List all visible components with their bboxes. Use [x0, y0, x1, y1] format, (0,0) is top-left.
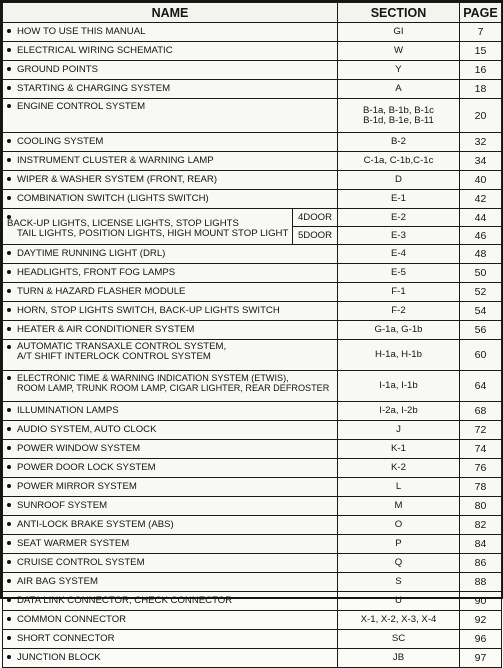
entry-page: 20 [460, 99, 502, 133]
entry-label: ANTI-LOCK BRAKE SYSTEM (ABS) [17, 519, 174, 530]
table-row [3, 421, 502, 440]
entry-label: CRUISE CONTROL SYSTEM [17, 557, 145, 568]
entry-section: F-2 [338, 302, 460, 321]
entry-section: A [338, 80, 460, 99]
bullet-icon [7, 636, 11, 640]
table-row [3, 611, 502, 630]
table-row [3, 61, 502, 80]
entry-section: E-1 [338, 190, 460, 209]
entry-page: 16 [460, 61, 502, 80]
entry-page: 86 [460, 554, 502, 573]
bullet-icon [7, 541, 11, 545]
bullet-icon [7, 345, 11, 349]
entry-page: 56 [460, 321, 502, 340]
entry-page: 82 [460, 516, 502, 535]
entry-name [3, 554, 338, 573]
table-row [3, 371, 502, 402]
entry-page: 50 [460, 264, 502, 283]
entry-page: 34 [460, 152, 502, 171]
entry-name [3, 371, 338, 402]
entry-name [3, 209, 338, 245]
entry-label: HEADLIGHTS, FRONT FOG LAMPS [17, 267, 176, 278]
table-row [3, 42, 502, 61]
bullet-icon [7, 579, 11, 583]
entry-name [3, 630, 338, 649]
entry-page: 88 [460, 573, 502, 592]
entry-page: 18 [460, 80, 502, 99]
bullet-icon [7, 522, 11, 526]
bullet-icon [7, 465, 11, 469]
entry-section: B-2 [338, 133, 460, 152]
entry-page: 54 [460, 302, 502, 321]
bullet-icon [7, 177, 11, 181]
entry-section: M [338, 497, 460, 516]
entry-name [3, 80, 338, 99]
entry-label: DATA LINK CONNECTOR, CHECK CONNECTOR [17, 595, 233, 606]
entry-page: 84 [460, 535, 502, 554]
bullet-icon [7, 196, 11, 200]
entry-label: STARTING & CHARGING SYSTEM [17, 83, 171, 94]
entry-name [3, 459, 338, 478]
entry-section: L [338, 478, 460, 497]
table-row [3, 99, 502, 133]
entry-name [3, 152, 338, 171]
entry-label: HOW TO USE THIS MANUAL [17, 26, 146, 37]
table-row [3, 478, 502, 497]
entry-label-line2: ROOM LAMP, TRUNK ROOM LAMP, CIGAR LIGHTER, REAR DEFROSTER [17, 383, 330, 393]
entry-label: POWER WINDOW SYSTEM [17, 443, 141, 454]
table-row [3, 459, 502, 478]
entry-name [3, 402, 338, 421]
entry-name [3, 478, 338, 497]
entry-name [3, 421, 338, 440]
entry-section: D [338, 171, 460, 190]
entry-label: HEATER & AIR CONDITIONER SYSTEM [17, 324, 195, 335]
entry-section: I-1a, I-1b [338, 371, 460, 402]
entry-section: O [338, 516, 460, 535]
door-variant-4door: 4DOOR [297, 211, 333, 223]
entry-section: S [338, 573, 460, 592]
entry-page: 96 [460, 630, 502, 649]
entry-label: GROUND POINTS [17, 64, 99, 75]
table-row [3, 23, 502, 42]
table-row [3, 649, 502, 668]
entry-section: SC [338, 630, 460, 649]
bullet-icon [7, 408, 11, 412]
entry-page: 80 [460, 497, 502, 516]
table-row [3, 209, 502, 227]
table-row [3, 440, 502, 459]
header-row [3, 3, 502, 23]
bullet-icon [7, 104, 11, 108]
entry-section: C-1a, C-1b,C-1c [338, 152, 460, 171]
entry-name [3, 42, 338, 61]
entry-name [3, 497, 338, 516]
table-row [3, 264, 502, 283]
entry-label: POWER DOOR LOCK SYSTEM [17, 462, 156, 473]
entry-page: 7 [460, 23, 502, 42]
table-row [3, 133, 502, 152]
entry-name [3, 23, 338, 42]
entry-page: 40 [460, 171, 502, 190]
entry-page: 32 [460, 133, 502, 152]
entry-page: 48 [460, 245, 502, 264]
entry-section: E-2 [338, 209, 460, 227]
entry-label: WIPER & WASHER SYSTEM (FRONT, REAR) [17, 174, 218, 185]
door-variant-5door: 5DOOR [293, 226, 337, 244]
table-row [3, 283, 502, 302]
bullet-icon [7, 598, 11, 602]
entry-label: TURN & HAZARD FLASHER MODULE [17, 286, 186, 297]
entry-name [3, 516, 338, 535]
table-row [3, 152, 502, 171]
entry-label: SUNROOF SYSTEM [17, 500, 108, 511]
bullet-icon [7, 503, 11, 507]
entry-label: COOLING SYSTEM [17, 136, 104, 147]
table-row [3, 171, 502, 190]
table-row [3, 592, 502, 611]
entry-name [3, 573, 338, 592]
table-row [3, 190, 502, 209]
entry-name [3, 649, 338, 668]
entry-name [3, 592, 338, 611]
entry-page: 72 [460, 421, 502, 440]
bullet-icon [7, 327, 11, 331]
table-row [3, 321, 502, 340]
entry-page: 97 [460, 649, 502, 668]
entry-section: GI [338, 23, 460, 42]
entry-label: ELECTRONIC TIME & WARNING INDICATION SYSTEM (ETWIS), [17, 373, 289, 383]
bullet-icon [7, 376, 11, 380]
bullet-icon [7, 427, 11, 431]
table-row [3, 535, 502, 554]
contents-table [2, 2, 502, 668]
bullet-icon [7, 67, 11, 71]
entry-page: 60 [460, 340, 502, 371]
table-row [3, 573, 502, 592]
entry-label: POWER MIRROR SYSTEM [17, 481, 137, 492]
entry-name [3, 171, 338, 190]
entry-page: 42 [460, 190, 502, 209]
entry-label-line2: A/T SHIFT INTERLOCK CONTROL SYSTEM [17, 351, 211, 362]
entry-page: 78 [460, 478, 502, 497]
entry-name [3, 133, 338, 152]
entry-label: AUDIO SYSTEM, AUTO CLOCK [17, 424, 157, 435]
entry-label-line2: TAIL LIGHTS, POSITION LIGHTS, HIGH MOUNT STOP LIGHT [17, 227, 289, 239]
entry-section: E-4 [338, 245, 460, 264]
name-header: NAME [3, 3, 338, 23]
table-row [3, 554, 502, 573]
bullet-icon [7, 86, 11, 90]
entry-name [3, 340, 338, 371]
entry-section [338, 99, 460, 133]
entry-name [3, 440, 338, 459]
entry-name [3, 535, 338, 554]
entry-section: Y [338, 61, 460, 80]
bullet-icon [7, 617, 11, 621]
table-row [3, 245, 502, 264]
bullet-icon [7, 655, 11, 659]
entry-page: 90 [460, 592, 502, 611]
section-header: SECTION [338, 3, 460, 23]
entry-page: 46 [460, 227, 502, 245]
bullet-icon [7, 484, 11, 488]
bullet-icon [7, 29, 11, 33]
entry-label: AUTOMATIC TRANSAXLE CONTROL SYSTEM, [17, 341, 227, 352]
entry-name [3, 283, 338, 302]
entry-page: 52 [460, 283, 502, 302]
entry-section: F-1 [338, 283, 460, 302]
entry-section: Q [338, 554, 460, 573]
table-row [3, 516, 502, 535]
entry-name [3, 190, 338, 209]
table-row [3, 302, 502, 321]
entry-section: X-1, X-2, X-3, X-4 [338, 611, 460, 630]
bullet-icon [7, 308, 11, 312]
entry-section: K-2 [338, 459, 460, 478]
entry-page: 92 [460, 611, 502, 630]
entry-label: ILLUMINATION LAMPS [17, 405, 119, 416]
bullet-icon [7, 251, 11, 255]
table-row [3, 340, 502, 371]
table-row [3, 402, 502, 421]
bullet-icon [7, 139, 11, 143]
entry-label: BACK-UP LIGHTS, LICENSE LIGHTS, STOP LIGHTS [7, 217, 239, 229]
entry-section: JB [338, 649, 460, 668]
entry-name [3, 99, 338, 133]
bullet-icon [7, 560, 11, 564]
entry-page: 76 [460, 459, 502, 478]
bullet-icon [7, 270, 11, 274]
table-row [3, 630, 502, 649]
entry-section: E-5 [338, 264, 460, 283]
bullet-icon [7, 446, 11, 450]
entry-name [3, 61, 338, 80]
entry-name [3, 611, 338, 630]
entry-section: J [338, 421, 460, 440]
entry-section: U [338, 592, 460, 611]
entry-label: ELECTRICAL WIRING SCHEMATIC [17, 45, 173, 56]
table-row [3, 80, 502, 99]
entry-page: 68 [460, 402, 502, 421]
bullet-icon [7, 48, 11, 52]
section-line: B-1d, B-1e, B-11 [363, 114, 434, 126]
entry-section: H-1a, H-1b [338, 340, 460, 371]
entry-label: AIR BAG SYSTEM [17, 576, 99, 587]
entry-label: HORN, STOP LIGHTS SWITCH, BACK-UP LIGHTS SWITCH [17, 305, 280, 316]
entry-name [3, 264, 338, 283]
entry-page: 74 [460, 440, 502, 459]
section-line: B-1a, B-1b, B-1c [363, 104, 434, 116]
door-variant-column [292, 209, 337, 244]
entry-name [3, 321, 338, 340]
table-row [3, 497, 502, 516]
bullet-icon [7, 158, 11, 162]
entry-label: COMBINATION SWITCH (LIGHTS SWITCH) [17, 193, 209, 204]
entry-page: 64 [460, 371, 502, 402]
entry-section: K-1 [338, 440, 460, 459]
entry-page: 44 [460, 209, 502, 227]
entry-label: DAYTIME RUNNING LIGHT (DRL) [17, 248, 166, 259]
entry-label: ENGINE CONTROL SYSTEM [17, 101, 146, 112]
entry-label: JUNCTION BLOCK [17, 652, 101, 663]
entry-label: SEAT WARMER SYSTEM [17, 538, 130, 549]
entry-section: I-2a, I-2b [338, 402, 460, 421]
entry-page: 15 [460, 42, 502, 61]
entry-section: W [338, 42, 460, 61]
bullet-icon [7, 289, 11, 293]
entry-section: E-3 [338, 227, 460, 245]
entry-section: G-1a, G-1b [338, 321, 460, 340]
entry-label: INSTRUMENT CLUSTER & WARNING LAMP [17, 155, 214, 166]
entry-name [3, 302, 338, 321]
page-header: PAGE [460, 3, 502, 23]
entry-section: P [338, 535, 460, 554]
entry-name [3, 245, 338, 264]
entry-label: SHORT CONNECTOR [17, 633, 115, 644]
entry-label: COMMON CONNECTOR [17, 614, 127, 625]
